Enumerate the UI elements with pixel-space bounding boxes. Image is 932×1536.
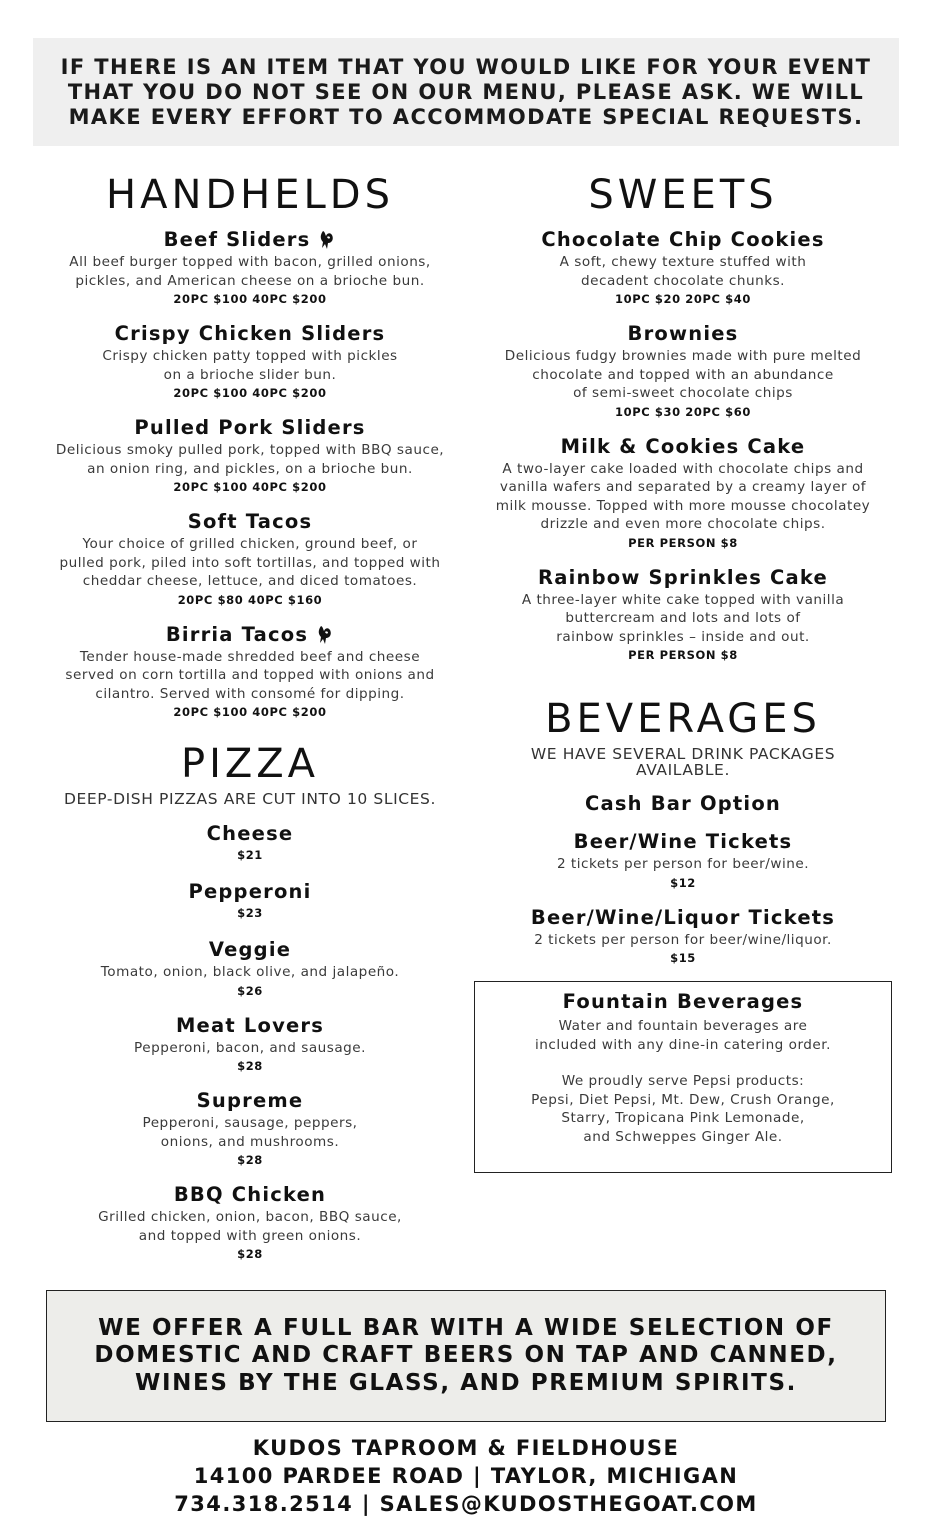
- item-name: Supreme: [196, 1089, 304, 1112]
- sweets-title: SWEETS: [588, 172, 778, 218]
- handhelds-title: HANDHELDS: [106, 172, 394, 218]
- item-name: Crispy Chicken Sliders: [114, 322, 386, 345]
- fountain-beverages-box: [474, 981, 892, 1173]
- goat-icon: [316, 625, 334, 645]
- item-description: Tender house-made shredded beef and cheese served on corn tortilla and topped with onions and cilantro. Served with consomé for dipping.: [65, 648, 435, 702]
- item-description: Pepperoni, sausage, peppers, onions, and mushrooms.: [142, 1115, 358, 1150]
- menu-item-brownies: [472, 322, 894, 421]
- item-description: Your choice of grilled chicken, ground beef, or pulled pork, piled into soft tortillas, and topped with cheddar cheese, lettuce, and diced tomatoes.: [59, 536, 441, 589]
- pizza-subtitle: DEEP-DISH PIZZAS ARE CUT INTO 10 SLICES.: [63, 790, 437, 808]
- fountain-beverages-included: Water and fountain beverages are included with any dine-in catering order.: [535, 1018, 831, 1053]
- venue-contact: 734.318.2514 | SALES@KUDOSTHEGOAT.COM: [174, 1492, 758, 1516]
- top-banner: [33, 38, 899, 146]
- item-description: 2 tickets per person for beer/wine.: [556, 856, 810, 872]
- item-price: 20PC $80 40PC $160: [177, 592, 323, 607]
- pizza-title: PIZZA: [180, 741, 320, 787]
- item-name: Beer/Wine/Liquor Tickets: [530, 905, 836, 929]
- item-name: Cheese: [206, 822, 294, 845]
- item-name: BBQ Chicken: [173, 1183, 327, 1206]
- item-price: 10PC $20 20PC $40: [615, 292, 751, 306]
- item-name: Soft Tacos: [187, 510, 313, 533]
- menu-item-veggie: [40, 938, 460, 1000]
- item-price: $28: [237, 1153, 263, 1167]
- item-description: Delicious fudgy brownies made with pure melted chocolate and topped with an abundance of semi-sweet chocolate chips: [504, 348, 862, 401]
- menu-item-beer-wine-tickets: [472, 830, 894, 892]
- goat-icon: [318, 230, 336, 250]
- venue-name: KUDOS TAPROOM & FIELDHOUSE: [252, 1436, 680, 1460]
- menu-item-chocolate-chip-cookies: [472, 228, 894, 308]
- item-price: 20PC $100 40PC $200: [173, 480, 327, 494]
- item-name: Milk & Cookies Cake: [560, 434, 806, 458]
- item-price: 20PC $100 40PC $200: [173, 386, 327, 400]
- item-description: Crispy chicken patty topped with pickles on a brioche slider bun.: [102, 348, 398, 383]
- menu-item-milk-cookies-cake: [472, 435, 894, 552]
- item-name: Pulled Pork Sliders: [134, 416, 366, 439]
- item-price: 10PC $30 20PC $60: [615, 404, 751, 419]
- item-name: Chocolate Chip Cookies: [541, 228, 825, 251]
- item-description: A soft, chewy texture stuffed with decadent chocolate chunks.: [559, 254, 807, 289]
- menu-item-crispy-chicken-sliders: [40, 322, 460, 402]
- footer: [0, 1434, 932, 1518]
- item-description: A two-layer cake loaded with chocolate chips and vanilla wafers and separated by a creamy layer of milk mousse. Topped with more mousse chocolatey drizzle and even more chocolate chips.: [495, 460, 871, 532]
- left-column: [40, 170, 460, 1263]
- full-bar-text: WE OFFER A FULL BAR WITH A WIDE SELECTION OF DOMESTIC AND CRAFT BEERS ON TAP AND CANNED, WINES BY THE GLASS, AND PREMIUM SPIRITS.: [94, 1314, 838, 1396]
- item-description: Delicious smoky pulled pork, topped with BBQ sauce, an onion ring, and pickles, on a brioche bun.: [55, 442, 445, 477]
- item-name: Veggie: [208, 938, 292, 961]
- menu-item-beer-wine-liquor-tickets: [472, 906, 894, 968]
- item-name: Rainbow Sprinkles Cake: [538, 565, 828, 589]
- item-price: $28: [237, 1059, 263, 1073]
- menu-item-cheese: [40, 822, 460, 864]
- item-price: $15: [670, 951, 696, 965]
- menu-item-meat-lovers: [40, 1014, 460, 1076]
- fountain-beverages-name: Fountain Beverages: [562, 990, 804, 1013]
- menu-item-bbq-chicken: [40, 1183, 460, 1263]
- menu-item-pulled-pork-sliders: [40, 416, 460, 496]
- item-price: PER PERSON $8: [628, 648, 738, 662]
- item-price: $12: [670, 875, 696, 890]
- menu-item-supreme: [40, 1089, 460, 1169]
- full-bar-banner: [46, 1290, 886, 1422]
- beverages-subtitle: WE HAVE SEVERAL DRINK PACKAGES AVAILABLE.: [530, 745, 836, 779]
- item-description: Pepperoni, bacon, and sausage.: [134, 1039, 366, 1056]
- item-description: 2 tickets per person for beer/wine/liquor.: [534, 931, 832, 948]
- item-name: Birria Tacos: [165, 622, 309, 646]
- item-price: $23: [237, 906, 263, 920]
- menu-item-cash-bar: [472, 792, 894, 816]
- item-description: All beef burger topped with bacon, grilled onions, pickles, and American cheese on a brioche bun.: [69, 254, 431, 289]
- special-requests-text: IF THERE IS AN ITEM THAT YOU WOULD LIKE FOR YOUR EVENT THAT YOU DO NOT SEE ON OUR MENU, PLEASE ASK. WE WILL MAKE EVERY EFFORT TO ACCOMMODATE SPECIAL REQUESTS.: [60, 54, 872, 129]
- item-description: Tomato, onion, black olive, and jalapeño.: [100, 964, 400, 980]
- item-name: Pepperoni: [188, 880, 312, 903]
- item-description: A three-layer white cake topped with vanilla buttercream and lots and lots of rainbow sprinkles – inside and out.: [521, 591, 845, 645]
- menu-item-beef-sliders: [40, 228, 460, 308]
- beverages-title: BEVERAGES: [545, 696, 821, 742]
- item-price: $28: [237, 1247, 263, 1261]
- menu-item-soft-tacos: [40, 510, 460, 609]
- right-column: [472, 170, 894, 1173]
- item-name: Brownies: [627, 322, 739, 345]
- item-name: Beef Sliders: [163, 228, 311, 251]
- venue-address: 14100 PARDEE ROAD | TAYLOR, MICHIGAN: [193, 1464, 739, 1488]
- item-price: 20PC $100 40PC $200: [173, 292, 327, 306]
- fountain-beverages-pepsi: We proudly serve Pepsi products: Pepsi, Diet Pepsi, Mt. Dew, Crush Orange, Starry, Tropicana Pink Lemonade, and Schweppes Ginger Ale.: [531, 1073, 835, 1145]
- item-price: $21: [237, 848, 263, 862]
- item-name: Meat Lovers: [175, 1013, 325, 1037]
- item-name: Cash Bar Option: [585, 792, 781, 815]
- menu-item-birria-tacos: [40, 623, 460, 722]
- menu-item-rainbow-sprinkles-cake: [472, 566, 894, 665]
- item-description: Grilled chicken, onion, bacon, BBQ sauce, and topped with green onions.: [98, 1209, 402, 1244]
- item-price: 20PC $100 40PC $200: [173, 705, 327, 719]
- item-price: PER PERSON $8: [628, 535, 738, 550]
- menu-item-pepperoni: [40, 880, 460, 922]
- item-price: $26: [237, 983, 263, 998]
- item-name: Beer/Wine Tickets: [573, 830, 793, 853]
